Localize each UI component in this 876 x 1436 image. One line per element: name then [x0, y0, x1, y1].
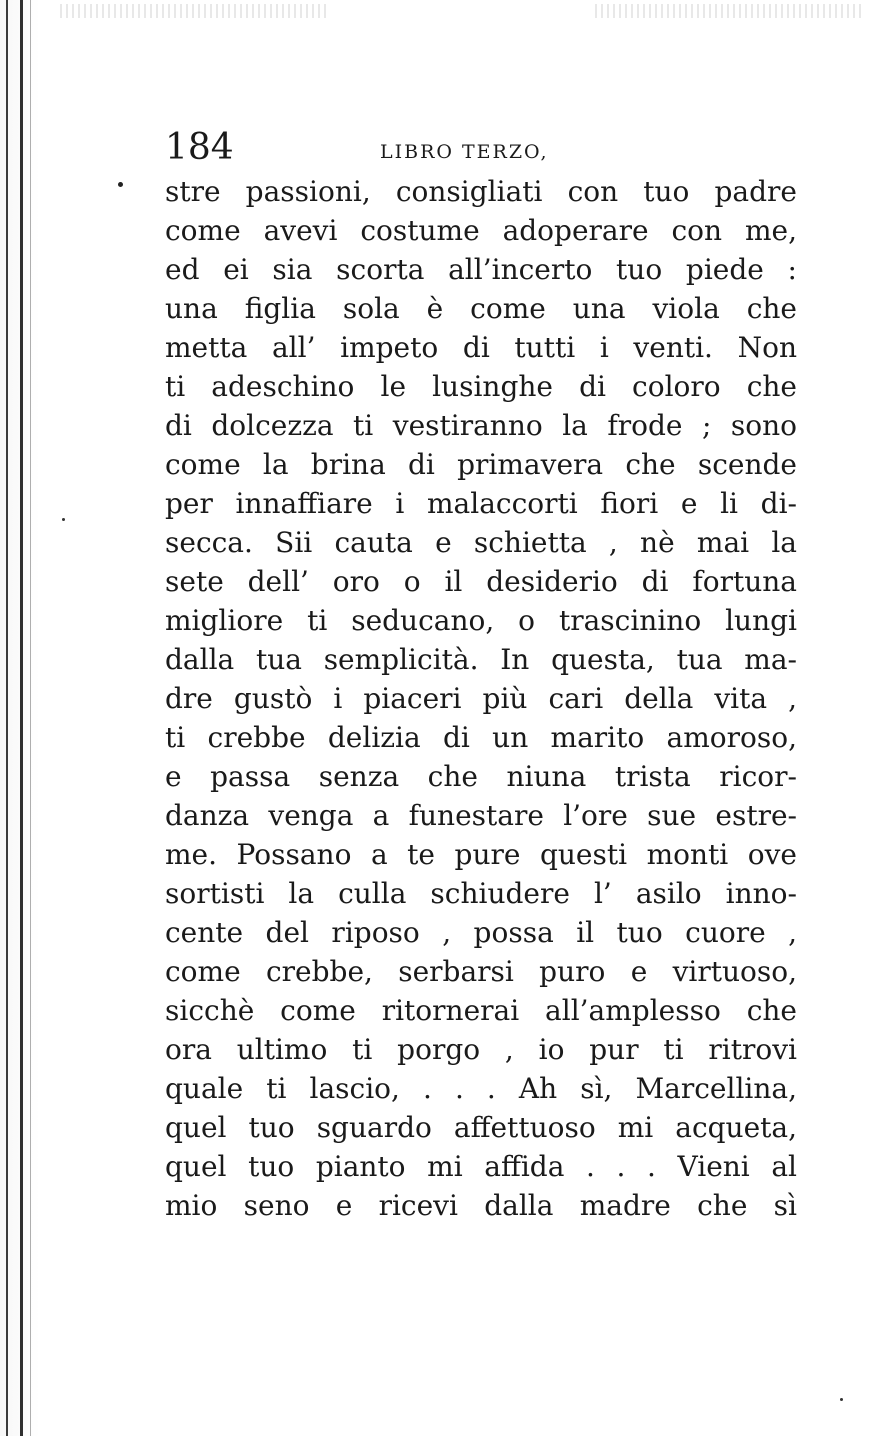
text-line: secca. Sii cauta e schietta , nè mai la — [165, 526, 797, 559]
text-line: sicchè come ritornerai all’amplesso che — [165, 994, 797, 1027]
text-line: quel tuo sguardo affettuoso mi acqueta, — [165, 1111, 797, 1144]
text-line: stre passioni, consigliati con tuo padre — [165, 175, 797, 208]
ink-speck — [62, 518, 65, 521]
page-number: 184 — [165, 127, 234, 168]
page-header — [165, 128, 805, 174]
text-line: mio seno e ricevi dalla madre che sì — [165, 1189, 797, 1222]
text-line: come crebbe, serbarsi puro e virtuoso, — [165, 955, 797, 988]
gutter-line — [20, 0, 23, 1436]
margin-mark — [118, 182, 123, 187]
text-line: dre gustò i piaceri più cari della vita , — [165, 682, 797, 715]
text-line: ti crebbe delizia di un marito amoroso, — [165, 721, 797, 754]
text-line: cente del riposo , possa il tuo cuore , — [165, 916, 797, 949]
text-line: ed ei sia scorta all’incerto tuo piede : — [165, 253, 797, 286]
text-line: quel tuo pianto mi affida . . . Vieni al — [165, 1150, 797, 1183]
running-head: LIBRO TERZO, — [380, 141, 549, 163]
text-line: metta all’ impeto di tutti i venti. Non — [165, 331, 797, 364]
text-line: sete dell’ oro o il desiderio di fortuna — [165, 565, 797, 598]
text-line: per innaffiare i malaccorti fiori e li di- — [165, 487, 797, 520]
text-line: me. Possano a te pure questi monti ove — [165, 838, 797, 871]
binding-gutter — [0, 0, 40, 1436]
text-line: sortisti la culla schiudere l’ asilo inno- — [165, 877, 797, 910]
ink-speck — [840, 1398, 843, 1401]
text-line: come avevi costume adoperare con me, — [165, 214, 797, 247]
text-line: migliore ti seducano, o trascinino lungi — [165, 604, 797, 637]
text-line: ti adeschino le lusinghe di coloro che — [165, 370, 797, 403]
text-line: danza venga a funestare l’ore sue estre- — [165, 799, 797, 832]
text-line: come la brina di primavera che scende — [165, 448, 797, 481]
text-line: una figlia sola è come una viola che — [165, 292, 797, 325]
gutter-line — [30, 0, 31, 1436]
text-line: e passa senza che niuna trista ricor- — [165, 760, 797, 793]
body-text — [165, 172, 797, 1225]
text-line: dalla tua semplicità. In questa, tua ma- — [165, 643, 797, 676]
bleed-through-speckle — [595, 4, 865, 18]
text-line: ora ultimo ti porgo , io pur ti ritrovi — [165, 1033, 797, 1066]
bleed-through-speckle — [60, 4, 330, 18]
text-line: di dolcezza ti vestiranno la frode ; sono — [165, 409, 797, 442]
text-line: quale ti lascio, . . . Ah sì, Marcellina, — [165, 1072, 797, 1105]
gutter-line — [6, 0, 8, 1436]
